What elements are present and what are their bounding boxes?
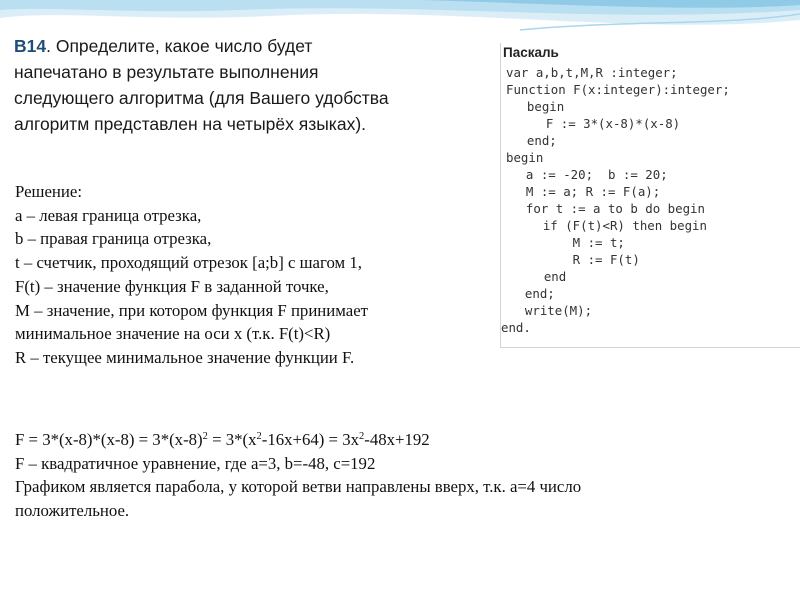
formula-part: = 3*(x	[207, 430, 257, 449]
code-line: a := -20; b := 20;	[511, 167, 668, 182]
solution-heading: Решение:	[15, 182, 83, 201]
question-body: . Определите, какое число будет напечатано в результате выполнения следующего алгоритма (для Вашего удобства алгоритм представлен на четырёх языках).	[14, 36, 389, 134]
formula-part: F = 3*(x-8)*(x-8) = 3*(x-8)	[15, 430, 203, 449]
code-line: M := a; R := F(a);	[511, 184, 661, 199]
code-line: end	[514, 269, 567, 284]
formula-equation	[15, 428, 785, 452]
solution-line: b – правая граница отрезка,	[15, 229, 212, 249]
formula-note: Графиком является парабола, у которой ветви направлены вверх, т.к. a=4 число	[15, 477, 582, 497]
code-line: R := F(t)	[513, 252, 640, 267]
solution-line: R – текущее минимальное значение функции F.	[15, 347, 355, 367]
code-line: if (F(t)<R) then begin	[513, 218, 707, 233]
formula-part: -48x+192	[364, 430, 430, 449]
code-line: begin	[506, 150, 544, 165]
code-line: for t := a to b do begin	[511, 201, 705, 216]
code-line: F := 3*(x-8)*(x-8)	[516, 116, 681, 131]
solution-explanation	[15, 180, 495, 370]
code-line: end;	[510, 286, 555, 301]
question-number: B14	[14, 36, 47, 56]
code-line: end;	[512, 133, 557, 148]
solution-line: a – левая граница отрезка,	[15, 205, 202, 225]
exponent: 2	[256, 431, 262, 442]
solution-line: t – счетчик, проходящий отрезок [a;b] с шагом 1,	[15, 253, 362, 273]
pascal-code-panel	[500, 43, 800, 348]
code-line: Function F(x:integer):integer;	[506, 82, 730, 97]
formula-part: -16x+64) = 3x	[261, 430, 359, 449]
solution-line: F(t) – значение функция F в заданной точке,	[15, 276, 329, 296]
question-text	[14, 33, 394, 137]
code-line: end.	[501, 320, 531, 335]
solution-line: минимальное значение на оси x (т.к. F(t)<R)	[15, 324, 331, 344]
code-line: var a,b,t,M,R :integer;	[506, 65, 678, 80]
code-language-title: Паскаль	[503, 45, 559, 60]
formula-analysis	[15, 428, 785, 523]
solution-line: M – значение, при котором функция F принимает	[15, 300, 369, 320]
exponent: 2	[359, 431, 365, 442]
code-line: write(M);	[510, 303, 593, 318]
exponent: 2	[202, 431, 208, 442]
code-line: M := t;	[513, 235, 625, 250]
formula-note: положительное.	[15, 501, 130, 521]
formula-note: F – квадратичное уравнение, где a=3, b=-48, c=192	[15, 453, 376, 473]
code-line: begin	[512, 99, 565, 114]
